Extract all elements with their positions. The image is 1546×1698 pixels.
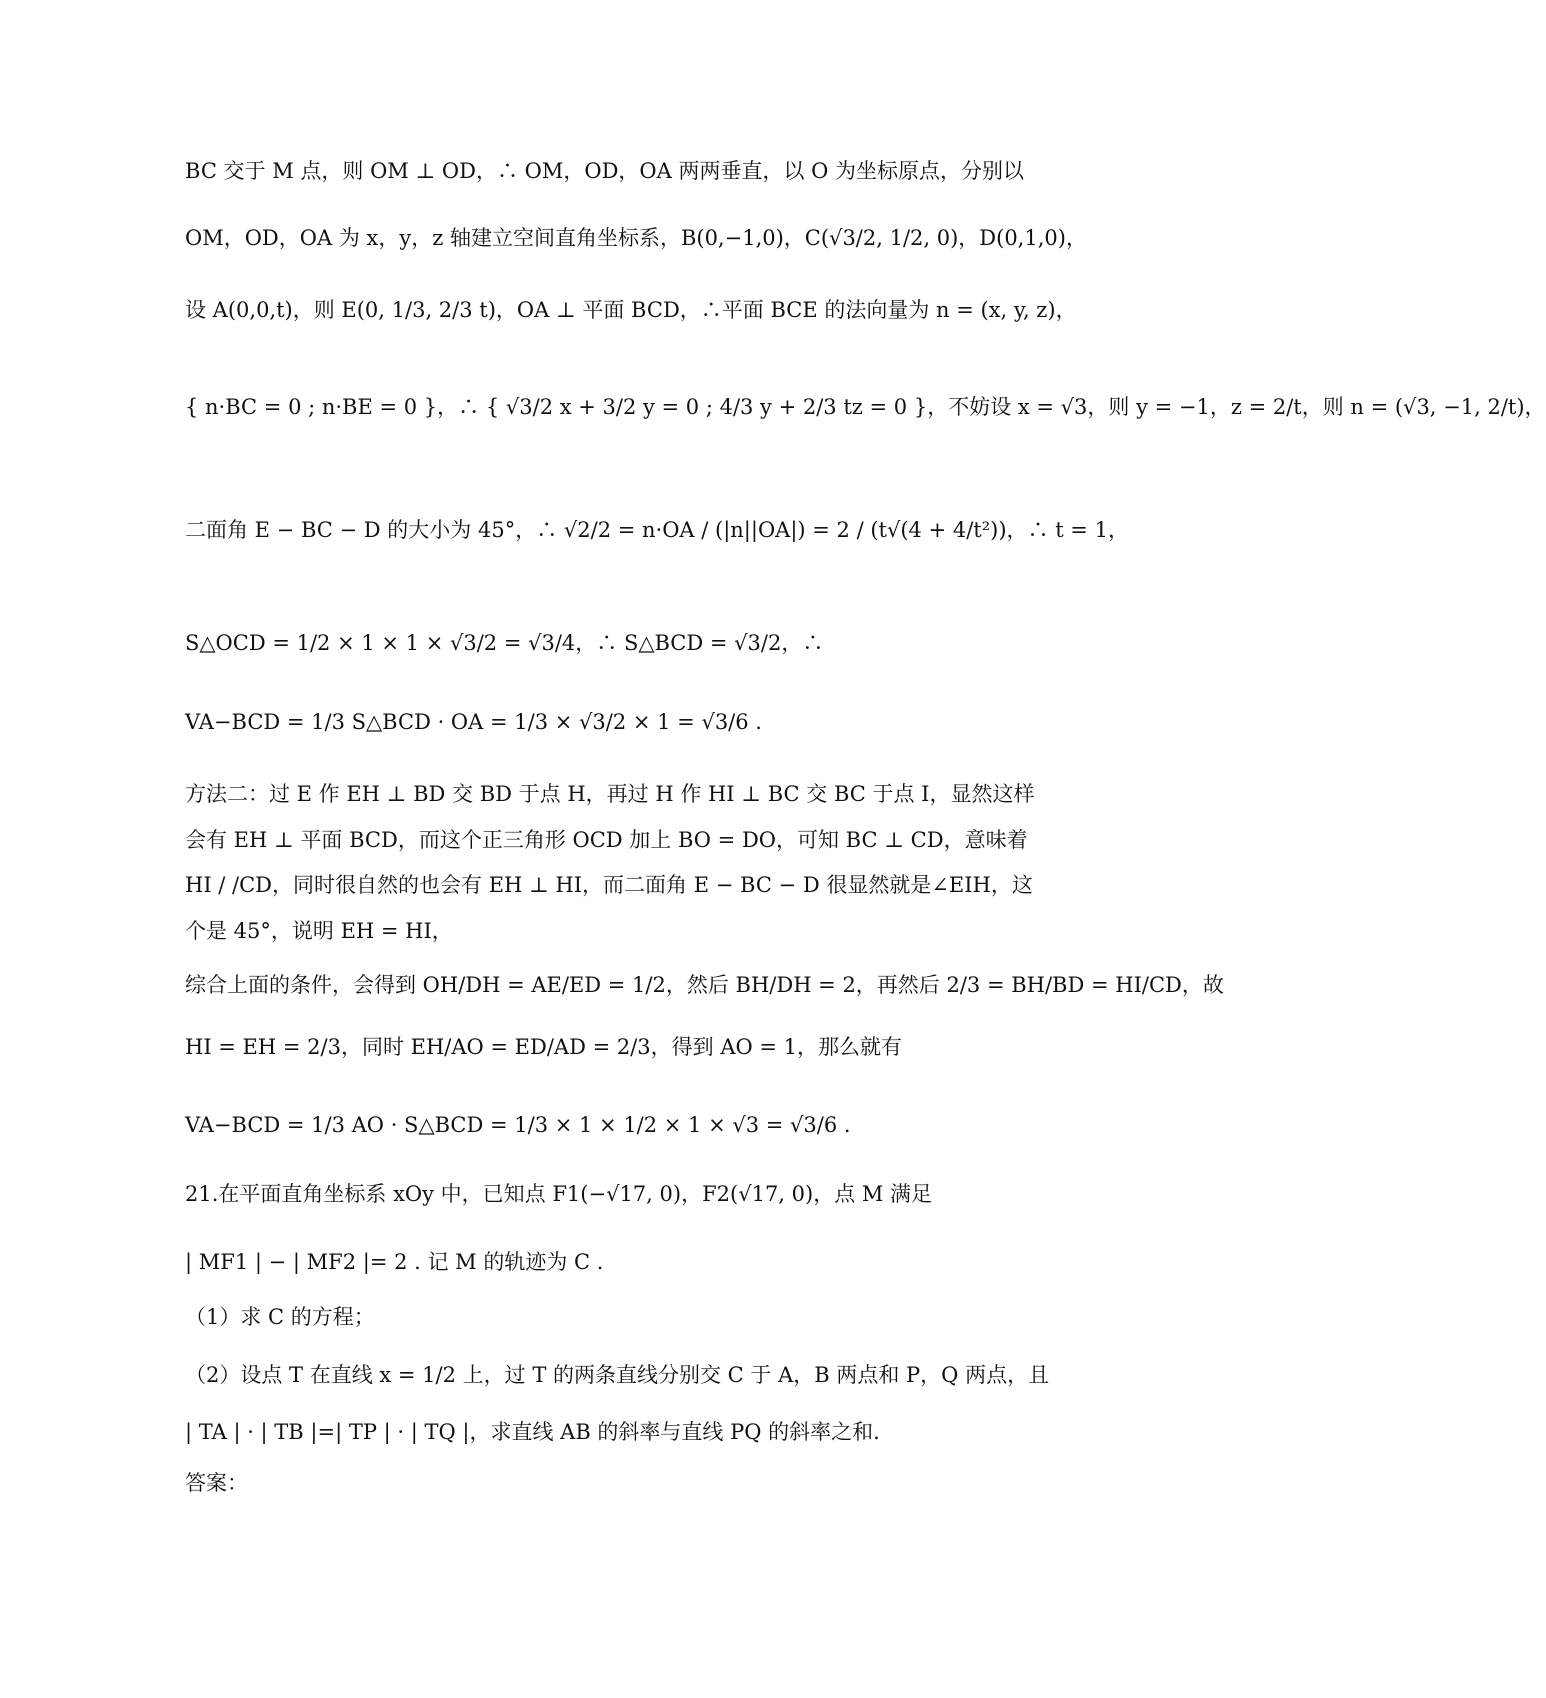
line-11: 个是 45°，说明 EH = HI，: [185, 919, 453, 943]
answer-label: 答案：: [185, 1471, 248, 1495]
line-9: 会有 EH ⊥ 平面 BCD，而这个正三角形 OCD 加上 BO = DO，可知 BC ⊥ CD，意味着: [185, 828, 1028, 852]
line-12: 综合上面的条件，会得到 OH/DH = AE/ED = 1/2，然后 BH/DH = 2，再然后 2/3 = BH/BD = HI/CD，故: [185, 973, 1224, 997]
question-2-cont: | TA | · | TB |=| TP | · | TQ |，求直线 AB 的斜率与直线 PQ 的斜率之和.: [185, 1420, 880, 1444]
line-7: VA−BCD = 1/3 S△BCD · OA = 1/3 × √3/2 × 1 = √3/6 .: [185, 710, 762, 734]
question-1: （1）求 C 的方程；: [185, 1305, 375, 1329]
line-4: { n·BC = 0 ; n·BE = 0 }，∴ { √3/2 x + 3/2 y = 0 ; 4/3 y + 2/3 tz = 0 }，不妨设 x = √3，则 y = −1，z = 2/t，则 n = (√3, −1, 2/t)，: [185, 395, 1546, 419]
line-14: VA−BCD = 1/3 AO · S△BCD = 1/3 × 1 × 1/2 × 1 × √3 = √3/6 .: [185, 1113, 851, 1137]
line-3: 设 A(0,0,t)，则 E(0, 1/3, 2/3 t)，OA ⊥ 平面 BCD，∴平面 BCE 的法向量为 n = (x, y, z)，: [185, 298, 1077, 322]
line-2: OM，OD，OA 为 x，y，z 轴建立空间直角坐标系，B(0,−1,0)，C(√3/2, 1/2, 0)，D(0,1,0)，: [185, 226, 1087, 250]
line-13: HI = EH = 2/3，同时 EH/AO = ED/AD = 2/3，得到 AO = 1，那么就有: [185, 1035, 903, 1059]
line-5: 二面角 E − BC − D 的大小为 45°，∴ √2/2 = n·OA / (|n||OA|) = 2 / (t√(4 + 4/t²))，∴ t = 1，: [185, 518, 1129, 542]
line-8: 方法二：过 E 作 EH ⊥ BD 交 BD 于点 H，再过 H 作 HI ⊥ BC 交 BC 于点 I，显然这样: [185, 782, 1035, 806]
line-1: BC 交于 M 点，则 OM ⊥ OD，∴ OM，OD，OA 两两垂直，以 O 为坐标原点，分别以: [185, 159, 1025, 183]
line-6: S△OCD = 1/2 × 1 × 1 × √3/2 = √3/4，∴ S△BCD = √3/2，∴: [185, 631, 824, 655]
line-10: HI / /CD，同时很自然的也会有 EH ⊥ HI，而二面角 E − BC − D 很显然就是∠EIH，这: [185, 873, 1033, 897]
problem-21-stem: 21.在平面直角坐标系 xOy 中，已知点 F1(−√17, 0)，F2(√17, 0)，点 M 满足: [185, 1182, 933, 1206]
question-2: （2）设点 T 在直线 x = 1/2 上，过 T 的两条直线分别交 C 于 A，B 两点和 P，Q 两点，且: [185, 1363, 1050, 1387]
problem-21-condition: | MF1 | − | MF2 |= 2 . 记 M 的轨迹为 C .: [185, 1250, 604, 1274]
